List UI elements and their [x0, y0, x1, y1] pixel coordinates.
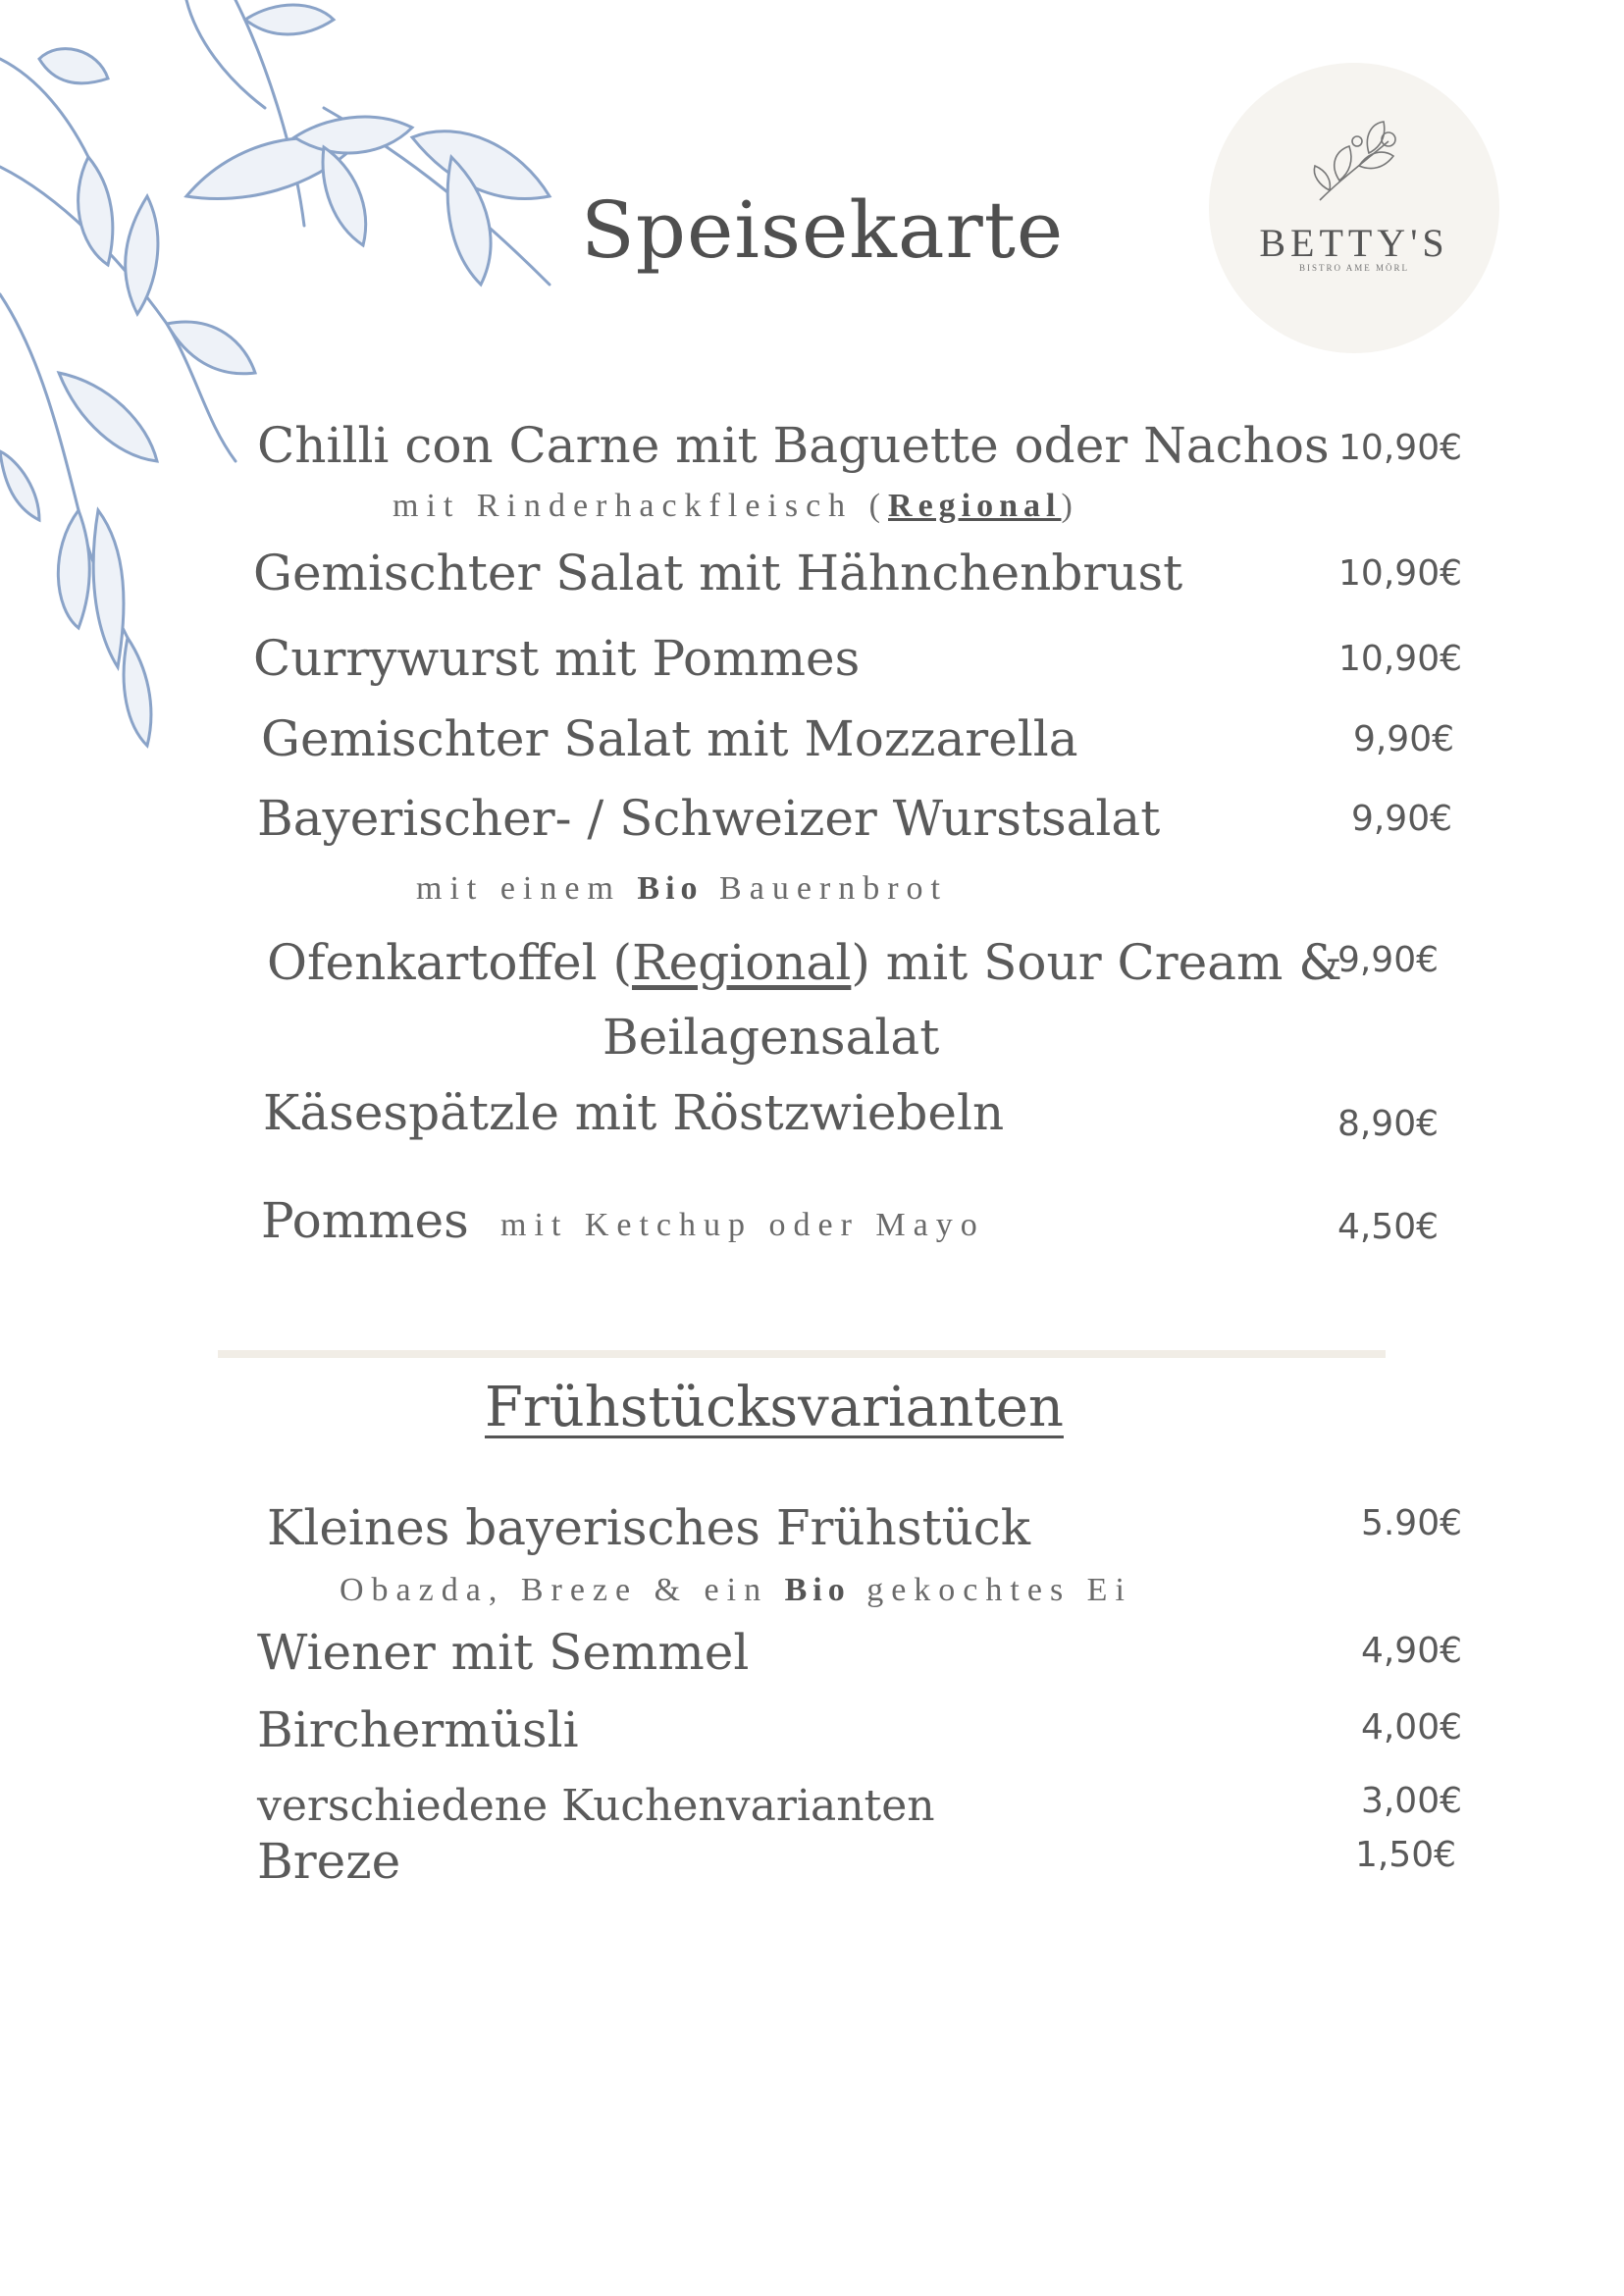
logo-tagline: BISTRO AME MÖRL	[1298, 263, 1409, 273]
menu-item-price: 4,50€	[1336, 1207, 1439, 1247]
logo	[1209, 63, 1499, 353]
breakfast-item-price: 4,00€	[1360, 1707, 1462, 1748]
menu-item-price: 9,90€	[1336, 940, 1439, 980]
menu-item-name: Käsespätzle mit Röstzwiebeln	[263, 1084, 1005, 1141]
breakfast-item-price: 4,90€	[1360, 1631, 1462, 1671]
menu-item-price: 9,90€	[1352, 719, 1454, 759]
menu-item-price: 9,90€	[1350, 799, 1452, 839]
breakfast-item-name: Birchermüsli	[257, 1701, 579, 1758]
menu-item-price: 10,90€	[1338, 639, 1462, 679]
breakfast-item-description: Obazda, Breze & ein Bio gekochtes Ei	[340, 1572, 1132, 1608]
section-divider	[218, 1350, 1386, 1358]
menu-item-price: 10,90€	[1338, 428, 1462, 468]
breakfast-item-name: Breze	[257, 1833, 401, 1890]
menu-item-name: Chilli con Carne mit Baguette oder Nachos	[257, 417, 1330, 474]
menu-item-name: Gemischter Salat mit Mozzarella	[261, 710, 1078, 767]
menu-item-name: Gemischter Salat mit Hähnchenbrust	[253, 545, 1183, 601]
menu-item-price: 8,90€	[1336, 1104, 1439, 1144]
menu-item-name: Bayerischer- / Schweizer Wurstsalat	[257, 790, 1161, 847]
menu-item-description: mit Rinderhackfleisch (Regional)	[393, 488, 1080, 524]
menu-item-name: Currywurst mit Pommes	[253, 630, 861, 687]
menu-item-name: Ofenkartoffel (Regional) mit Sour Cream &	[267, 934, 1342, 991]
breakfast-item-price: 3,00€	[1360, 1781, 1462, 1821]
breakfast-item-name: verschiedene Kuchenvarianten	[257, 1781, 935, 1831]
flower-icon	[1300, 112, 1408, 210]
menu-item-name-line2: Beilagensalat	[602, 1009, 940, 1066]
logo-name: BETTY'S	[1259, 221, 1449, 265]
menu-item-description: mit Ketchup oder Mayo	[500, 1207, 985, 1243]
breakfast-item-name: Kleines bayerisches Frühstück	[267, 1499, 1031, 1556]
breakfast-item-name: Wiener mit Semmel	[257, 1624, 750, 1681]
breakfast-item-price: 1,50€	[1354, 1835, 1456, 1875]
menu-item-price: 10,90€	[1338, 553, 1462, 594]
page-title: Speisekarte	[581, 184, 1065, 276]
menu-item-name: Pommes	[261, 1192, 469, 1249]
menu-item-description: mit einem Bio Bauernbrot	[416, 870, 948, 907]
section-heading: Frühstücksvarianten	[485, 1376, 1064, 1439]
breakfast-item-price: 5.90€	[1360, 1503, 1462, 1543]
